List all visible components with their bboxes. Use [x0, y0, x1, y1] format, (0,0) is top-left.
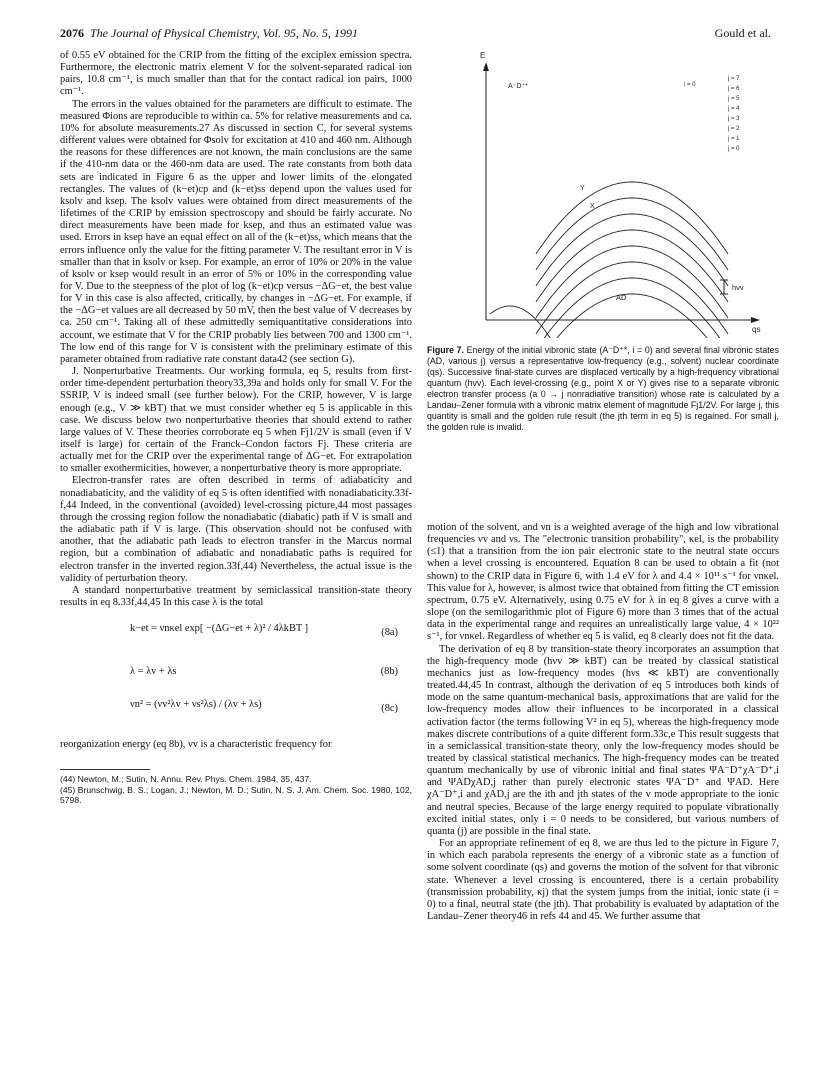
initial-state-curve [490, 306, 604, 338]
vibrational-level-label: j = 6 [728, 86, 740, 92]
page-number: 2076 [60, 26, 84, 40]
vibrational-level-label: j = 1 [728, 136, 740, 142]
paragraph: The derivation of eq 8 by transition-state theory incorporates an assumption that the high-frequency mode (hνv ≫ kBT) can be treated by classical statistical mechanics just as low-frequency modes (hνs ≪ kBT) are conventionally treated.44,45 In contrast, although the derivation of eq 5 introduces both kinds of mode on the same quantum-mechanical basis, approximations that are valid for the low-frequency modes allow their influences to be incorporated in a classical activation factor (the terms following V² in eq 5), whereas the high-frequency mode makes discrete contributions of a quite different form.33c,e This result suggests that in a semiclassical transition-state theory, only the low-frequency modes should be treated by classical statistical mechanics. The high-frequency modes can be treated quantum mechanically by use of vibronic initial and final states ΨA⁻D⁺χA⁻D⁺,i and ΨADχAD,j rather than purely electronic states ΨA⁻D⁺ and ΨAD. Here χA⁻D⁺,i and χAD,j are the ith and jth states of the v mode appropriate to the ionic and neutral species. Because of the large energy required to populate vibrationally excited initial states, only i = 0 needs to be considered, but various numbers of quanta (j) are possible in the final state. [427, 643, 779, 837]
paragraph: The errors in the values obtained for the parameters are difficult to estimate. The measured Φions are reproducible to within ca. 5% for relative measurements and ca. 10% for absolute measurements.27 As discussed in section C, for several systems different values were obtained for Φsolv for excitation at 410 and 460 nm. Although the reasons for these differences are not known, the main conclusions are the same if the 410-nm data or the 460-nm data are used. The rate constants from both data sets are indicated in Figure 6 as the upper and lower limits of the elongated rectangles. The values of (k−et)cp and (k−et)ss depend upon the values used for ksolv and ksep. The ksolv values were obtained from direct measurements of the lifetimes of the CRIP by emission spectroscopy and should be fairly accurate. No direct measurements have been made for ksep, and thus an estimated value was used. Errors in ksep have an equal effect on all of the (k−et)ss, which means that the errors influence only the value for the fitting parameter V. The resultant error in V is smaller than that in ksolv or ksep. For example, an error of 10% or 20% in the value of ksolv or ksep would result in an error of 5% or 10% in the corresponding value for V. Due to the steepness of the plot of log (k−et)cp versus −ΔG−et, the best value for V in this case is also affected, critically, by changes in −ΔG−et. For example, if the −ΔG−et values are all decreased by 50 mV, then the best value of V decreases by ca. 250 cm⁻¹. Taking all of these admittedly semiquantitative considerations into account, we estimate that V for the CRIP probably lies between 700 and 1300 cm⁻¹. The low end of this range for V is consistent with the preliminary estimate of this parameter obtained from radiative rate constant data42 (see section G). [60, 98, 412, 365]
paragraph: reorganization energy (eq 8b), νv is a characteristic frequency for [60, 739, 332, 751]
paragraph: For an appropriate refinement of eq 8, we are thus led to the picture in Figure 7, in which each parabola represents the energy of a vibronic state as a function of some solvent coordinate (qs) and governs the motion of the solvent for that vibronic state. Whenever a level crossing is encountered, there is a certain probability (transmission probability, κj) that the system jumps from the initial, ionic state (i = 0) to a final, neutral state (the jth). That probability is evaluated by adaptation of the Landau–Zener theory46 in refs 44 and 45. We further assume that [427, 838, 779, 922]
vibrational-level-label: j = 0 [728, 146, 740, 152]
footnote-rule [60, 769, 150, 770]
equation-number: (8b) [380, 666, 398, 678]
coordinate-axis-arrow [751, 317, 760, 323]
journal-citation: The Journal of Physical Chemistry, Vol. 95, No. 5, 1991 [90, 26, 358, 40]
paragraph: A standard nonperturbative treatment by semiclassical transition-state theory results in eq 8.33f,44,45 In this case λ is the total [60, 584, 412, 609]
caption-text: Energy of the initial vibronic state (A⁻D⁺*, i = 0) and several final vibronic states (AD, various j) versus a representative low-frequency (e.g., solvent) nuclear coordinate (qs). Successive final-state curves are displaced vertically by a high-frequency vibrational quantum (hνv). Each level-crossing (e.g., point X or Y) gives rise to a separate vibronic electron transfer process (a 0 → j nonradiative transition) whose rate is calculated by a Landau–Zener formula with a vibronic matrix element of magnitude Fj1/2V. For large j, this quantity is small and the golden rule result (the jth term in eq 5) is regained. For small j, the golden rule is invalid. [427, 345, 779, 432]
figure-7-diagram [472, 48, 772, 338]
equation-8c [60, 689, 412, 735]
final-state-curve [536, 198, 728, 270]
energy-axis-arrow [483, 62, 489, 71]
vibrational-level-label: j = 4 [728, 106, 740, 112]
left-column [60, 50, 412, 806]
running-header [60, 26, 771, 42]
footnote: (45) Brunschwig, B. S.; Logan, J.; Newton, M. D.; Sutin, N. S. J. Am. Chem. Soc. 1980, 102, 5798. [60, 784, 412, 806]
footnote: (44) Newton, M.; Sutin, N. Annu. Rev. Phys. Chem. 1984, 35, 437. [60, 774, 312, 785]
paragraph: of 0.55 eV obtained for the CRIP from the fitting of the exciplex emission spectra. Furthermore, the electronic matrix element V for the solvent-separated radical ion pairs, 10.8 cm⁻¹, is much smaller than that for the contact radical ion pairs, 1000 cm⁻¹. [60, 50, 412, 98]
paragraph: J. Nonperturbative Treatments. Our working formula, eq 5, results from first-order time-dependent perturbation theory33,39a and holds only for small V. For the SSRIP, V is indeed small (see further below). For the CRIP, however, V is large enough (e.g., V ≫ kBT) that we must consider whether eq 5 is applicable in this case. We discuss below two nonperturbative theories that should extend to rather large values of V. These theories corroborate eq 5 when Fj1/2V is small (even if V itself is large) for certain of the Franck–Condon factors Fj. These criteria are actually met for the CRIP over the experimental range of ΔG−et. For extrapolation to smaller exothermicities, however, a nonperturbative theory is more appropriate. [60, 366, 412, 475]
final-state-curve [536, 246, 728, 318]
vibrational-level-label: j = 3 [728, 116, 740, 122]
final-state-curve [536, 294, 728, 338]
vibrational-level-label: j = 2 [728, 126, 740, 132]
vibrational-level-label: j = 5 [728, 96, 740, 102]
crossing-label-x: X [590, 203, 595, 210]
equation-number: (8c) [381, 703, 398, 715]
figure-caption [427, 345, 779, 433]
header-authors: Gould et al. [714, 26, 771, 40]
initial-level-label: i = 0 [684, 82, 696, 88]
initial-state-label: A⁻D⁺* [508, 83, 528, 90]
equation-8b [60, 663, 412, 685]
equation-8a [60, 613, 412, 659]
equation-body: λ = λv + λs [130, 666, 177, 678]
quantum-label: hνv [732, 283, 744, 292]
final-state-label: AD [616, 293, 627, 302]
equation-body: νn² = (νv²λv + νs²λs) / (λv + λs) [130, 699, 262, 711]
energy-axis-label: E [480, 51, 486, 60]
paragraph: motion of the solvent, and νn is a weighted average of the high and low vibrational frequencies νv and νs. The "electronic transition probability", κel, is the probability (≤1) that a transition from the ion pair electronic state to the neutral state occurs when a level crossing is encountered. Equation 8 can be used to obtain a fit (not shown) to the CRIP data in Figure 6, with 1.4 eV for λ and 4.4 × 10¹¹ s⁻¹ for νnκel. This value for λ, however, is almost twice that obtained from fitting the CT emission spectrum, 0.75 eV. Alternatively, using 0.75 eV for λ in eq 8 gives a curve with a slope (on the semilogarithmic plot of Figure 6) more than 3 times that of the actual data in the experimental range and requires an unrealistically large value, 4 × 10²² s⁻¹, for νnκel. Regardless of whether eq 5 is valid, eq 8 clearly does not fit the data. [427, 522, 779, 643]
crossing-label-y: Y [580, 185, 585, 192]
final-state-curve [536, 182, 728, 254]
header-left [60, 26, 358, 41]
equation-number: (8a) [381, 627, 398, 639]
final-state-curve [536, 262, 728, 334]
right-column [427, 522, 779, 923]
final-state-curve [536, 214, 728, 286]
equation-body: k−et = νnκel exp[ −(ΔG−et + λ)² / 4λkBT ] [130, 623, 309, 635]
coordinate-axis-label: qs [752, 325, 761, 334]
paragraph: Electron-transfer rates are often described in terms of adiabaticity and nonadiabaticity, and the validity of eq 5 is often identified with nonadiabaticity.33f-f,44 Indeed, in the conventional (avoided) level-crossing picture,44 most passages through the crossing region follow the nonadiabatic (diabatic) path if V is small and the adiabatic path if V is large. (This observation should not be confused with another, that the adiabatic path leads to electron transfer in the Marcus normal region, but a combination of adiabatic and nonadiabatic paths is required for electron transfer in the inverted region.33f,44) Nevertheless, the actual issue is the validity of perturbation theory. [60, 475, 412, 584]
vibrational-level-label: j = 7 [728, 76, 740, 82]
final-state-curve [536, 230, 728, 302]
caption-label: Figure 7. [427, 345, 464, 355]
